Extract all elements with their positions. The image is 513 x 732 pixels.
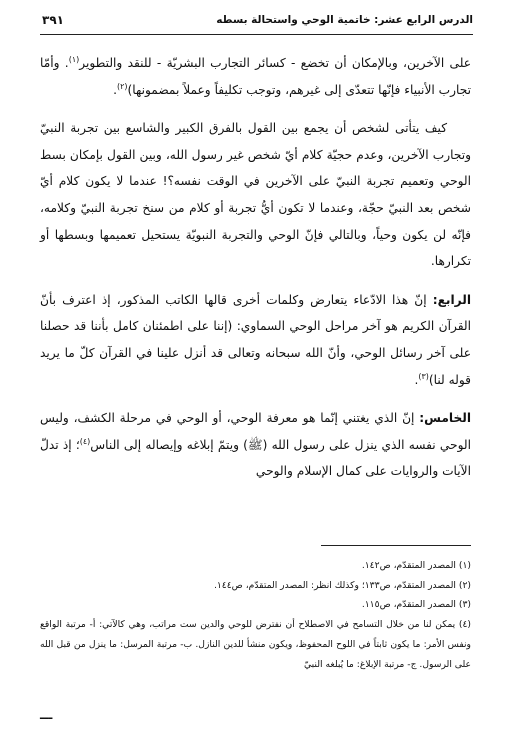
page-number: ٣٩١: [42, 13, 64, 27]
header-divider: [40, 34, 473, 35]
footnote-ref-1[interactable]: (١): [68, 54, 80, 64]
paragraph-1: على الآخرين، وبالإمكان أن تخضع - كسائر التجارب البشريّة - للنقد والتطوير$^{(١)}$. وأمّا تجارب الأنبياء فإنّها تتعدّى إلى غيرهم، وتوجب تكليفاً وعملاً بمضمونها)$^{(٢)}$.: [40, 54, 472, 97]
point-four-label: الرابع:: [432, 292, 471, 307]
main-text: [40, 50, 471, 485]
footnote-3: (٣) المصدر المتقدّم، ص١١٥.: [361, 599, 471, 611]
footnote-1: (١) المصدر المتقدّم، ص١٤٢.: [361, 560, 471, 571]
paragraph-3: الرابع: إنّ هذا الادّعاء يتعارض وكلمات أخرى قالها الكاتب المذكور، إذ اعترف بأنّ القرآن الكريم هو آخر مراحل الوحي السماوي: (إننا على اطمئنان كامل بأننا قد حصلنا على آخر رسائل الوحي، وأنّ الله سبحانه وتعالى قد أنزل علينا في القرآن كلّ ما يريد قوله لنا)$^{(٣)}$.: [40, 292, 471, 387]
running-header: [40, 14, 473, 34]
footnote-ref-2[interactable]: (٢): [116, 81, 128, 91]
paragraph-2: كيف يتأتى لشخص أن يجمع بين القول بالفرق الكبير والشاسع بين تجربة النبيّ وتجارب الآخرين، وعدم حجيّة كلام أيّ شخص غير رسول الله، وبين القول بإمكان بسط الوحي وتعميم تجربة النبيّ على الآخرين في الوقت نفسه؟! عندما لا يكون كلام أيّ شخص بعد النبيّ حجّة، وعندما لا تكون أيُّ تجربة أو كلام من سنخ تجربة النبيّ وكلامه، فإنّه لن يكون وحياً، وبالتالي فإنّ الوحي والتجربة النبويّة يستحيل تعميمها وبسطها أو تكرارها.: [40, 121, 471, 269]
footnote-4: (٤) يمكن لنا من خلال التسامح في الاصطلاح أن نفترض للوحي والدين ست مراتب، وهي كالآتي: أ- مرتبة الواقع ونفس الأمر: ما يكون ثابتاً في اللوح المحفوظ، ويكون منشأ للدين النازل. ب- مرتبة المرسل: ما ينزل من قبل الله على الرسول. ج- مرتبة الإبلاغ: ما يُبلغه النبيّ: [40, 619, 471, 670]
point-five-label: الخامس:: [419, 411, 471, 426]
paragraph-4: الخامس: إنّ الذي يغتني إنّما هو معرفة الوحي، أو الوحي في مرحلة الكشف، وليس الوحي نفسه الذي ينزل على رسول الله (ﷺ) ويتمّ إبلاغه وإيصاله إلى الناس$^{(٤)}$؛ إذ تدلّ الآيات والروايات على كمال الإسلام والوحي: [40, 411, 471, 479]
chapter-title: الدرس الرابع عشر: خاتمية الوحي واستحالة بسطه: [216, 14, 473, 26]
footnote-2: (٢) المصدر المتقدّم، ص١٣٣؛ وكذلك انظر: المصدر المتقدّم، ص١٤٤.: [213, 579, 471, 591]
footnote-divider: [321, 545, 471, 546]
footnote-ref-4[interactable]: (٤): [79, 436, 91, 446]
continuation-mark: ـــ: [40, 708, 53, 722]
footnote-ref-3[interactable]: (٣): [418, 371, 429, 381]
footnotes: [40, 556, 471, 674]
